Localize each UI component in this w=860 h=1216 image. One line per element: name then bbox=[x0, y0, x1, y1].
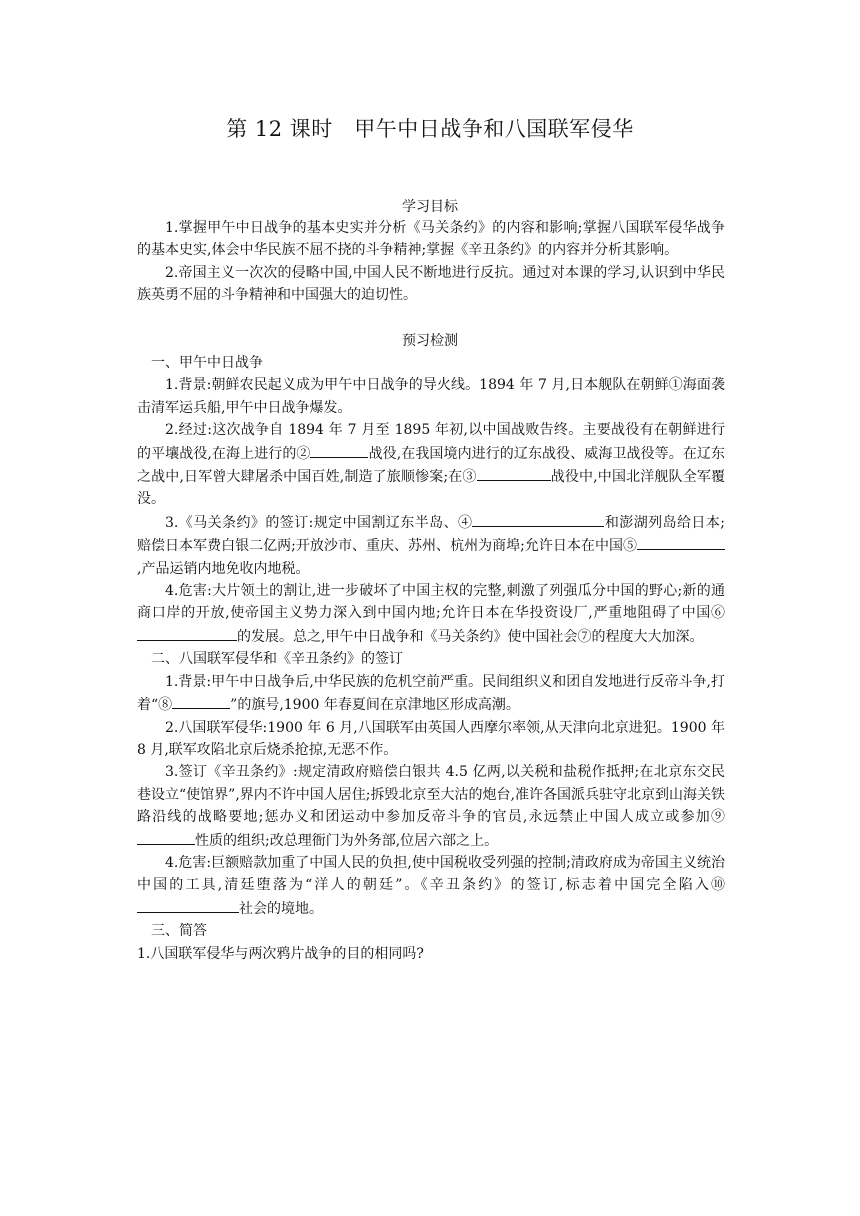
text-span: 性质的组织;改总理衙门为外务部,位居六部之上。 bbox=[195, 832, 499, 849]
text-span: 4.危害:大片领土的割让,进一步破坏了中国主权的完整,刺激了列强瓜分中国的野心;新的通商口岸的开放,使帝国主义势力深入到中国内地;允许日本在华投资设厂,严重地阻碍了中国⑥ bbox=[137, 583, 725, 622]
text-span: 3.《马关条约》的签订:规定中国割辽东半岛、④ bbox=[165, 514, 473, 531]
objective-item: 1.掌握甲午中日战争的基本史实并分析《马关条约》的内容和影响;掌握八国联军侵华战争的基本史实,体会中华民族不屈不挠的斗争精神;掌握《辛丑条约》的内容并分析其影响。 bbox=[137, 220, 725, 259]
paragraph-boxer-protocol bbox=[137, 761, 725, 852]
text-span: 和澎湖列岛给日本;赔偿日本军费白银二亿两;开放沙市、重庆、苏州、杭州为商埠;允许日本在中国⑤ bbox=[137, 514, 726, 555]
text-span: ,产品运销内地免收内地税。 bbox=[137, 560, 310, 577]
text-span: 1.背景:甲午中日战争后,中华民族的危机空前严重。民间组织义和团自发地进行反帝斗争,打着“⑧ bbox=[137, 673, 725, 714]
preview-body bbox=[137, 352, 725, 965]
paragraph-harm-1 bbox=[137, 580, 725, 648]
answer-blank-8[interactable] bbox=[172, 693, 230, 709]
text-span: 3.签订《辛丑条约》:规定清政府赔偿白银共 4.5 亿两,以关税和盐税作抵押;在北京东交民巷设立“使馆界”,界内不许中国人居住;拆毁北京至大沽的炮台,准许各国派兵驻守北京到山海关铁路沿线的战略要地;惩办义和团运动中参加反帝斗争的官员,永远禁止中国人成立或参加⑨ bbox=[137, 764, 725, 826]
section-heading-3: 三、简答 bbox=[151, 923, 207, 940]
text-span: 2.经过:这次战争自 1894 年 7 月至 1895 年初,以中国战败告终。主要战役有在朝鲜进行的平壤战役,在海上进行的② bbox=[137, 422, 725, 462]
text-span: 4.危害:巨额赔款加重了中国人民的负担,使中国税收受列强的控制;清政府成为帝国主义统治中国的工具,清廷堕落为“洋人的朝廷”。《辛丑条约》的签订,标志着中国完全陷入⑩ bbox=[137, 854, 725, 894]
answer-blank-2[interactable] bbox=[310, 442, 368, 458]
answer-blank-3[interactable] bbox=[477, 465, 551, 481]
text-span: ”的旗号,1900 年春夏间在京津地区形成高潮。 bbox=[230, 697, 520, 714]
answer-blank-5[interactable] bbox=[637, 534, 725, 550]
text-span: 的发展。总之,甲午中日战争和《马关条约》使中国社会⑦的程度大大加深。 bbox=[237, 628, 704, 645]
objective-item: 2.帝国主义一次次的侵略中国,中国人民不断地进行反抗。通过对本课的学习,认识到中华民族英勇不屈的斗争精神和中国强大的迫切性。 bbox=[137, 264, 725, 304]
paragraph-eight-nation: 2.八国联军侵华:1900 年 6 月,八国联军由英国人西摩尔率领,从天津向北京进犯。1900 年 8 月,联军攻陷北京后烧杀抢掠,无恶不作。 bbox=[137, 719, 725, 758]
text-span: 社会的境地。 bbox=[239, 900, 323, 917]
paragraph-background-2 bbox=[137, 671, 725, 717]
section-heading-2: 二、八国联军侵华和《辛丑条约》的签订 bbox=[151, 651, 403, 668]
text-span: 战役中,中国北洋舰队全军覆没。 bbox=[137, 469, 726, 508]
answer-blank-9[interactable] bbox=[137, 829, 195, 845]
text-span: 战役,在我国境内进行的辽东战役、威海卫战役等。在辽东之战中,日军曾大肆屠杀中国百姓,制造了旅顺惨案;在③ bbox=[137, 445, 725, 486]
answer-blank-4[interactable] bbox=[472, 511, 604, 527]
preview-heading: 预习检测 bbox=[402, 333, 458, 349]
paragraph-process bbox=[137, 419, 725, 511]
section-heading-1: 一、甲午中日战争 bbox=[151, 355, 263, 371]
answer-blank-6[interactable] bbox=[137, 625, 237, 641]
paragraph-treaty-shimonoseki bbox=[137, 511, 725, 580]
paragraph-background-1: 1.背景:朝鲜农民起义成为甲午中日战争的导火线。1894 年 7 月,日本舰队在朝鲜①海面袭击清军运兵船,甲午中日战争爆发。 bbox=[137, 377, 725, 416]
objectives-heading: 学习目标 bbox=[402, 199, 458, 215]
answer-blank-10[interactable] bbox=[137, 897, 239, 913]
question-1: 1.八国联军侵华与两次鸦片战争的目的相同吗? bbox=[137, 945, 424, 962]
paragraph-harm-2 bbox=[137, 852, 725, 920]
objectives-body bbox=[137, 217, 725, 307]
page-title: 第 12 课时 甲午中日战争和八国联军侵华 bbox=[226, 117, 634, 141]
